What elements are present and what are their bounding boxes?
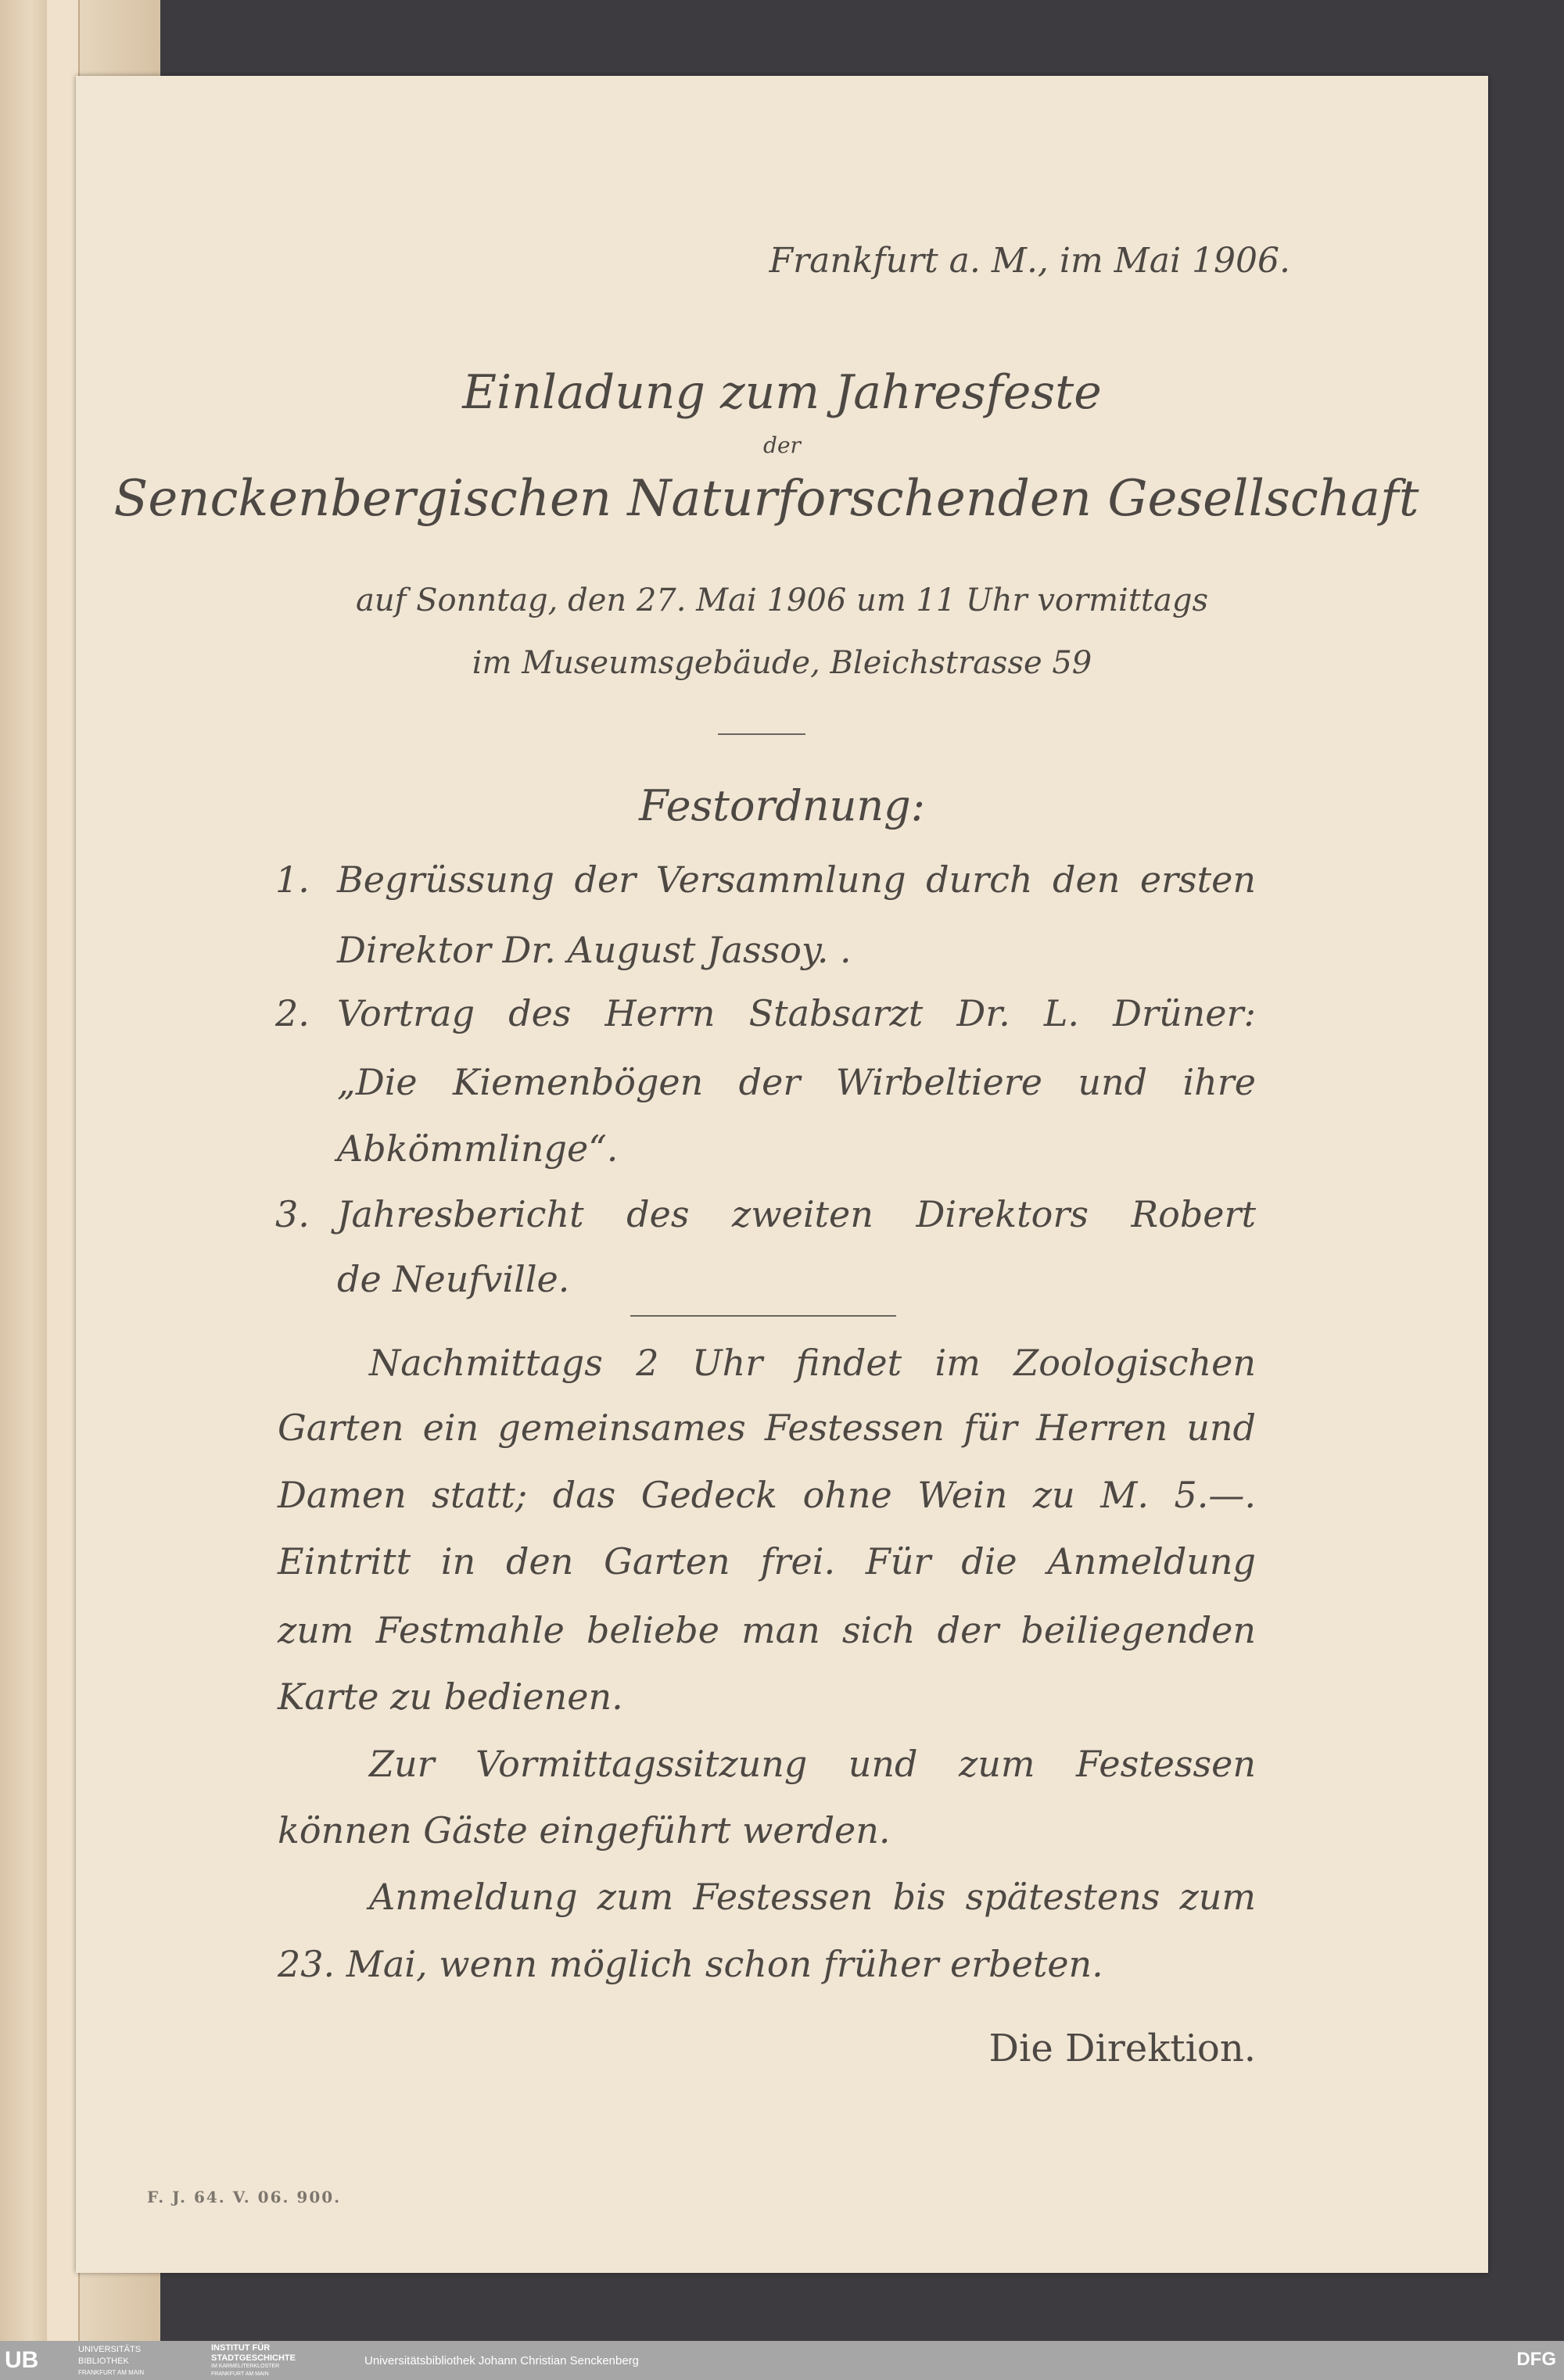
dfg-logo[interactable]: DFG bbox=[1516, 2349, 1556, 2370]
item-line: de Neufville. bbox=[337, 1258, 570, 1300]
ub-text-1: UNIVERSITÄTS bbox=[78, 2345, 142, 2354]
item-line: „Die Kiemenbögen der Wirbeltiere und ihre bbox=[337, 1061, 1256, 1103]
program-heading: Festordnung: bbox=[639, 781, 925, 830]
item-number: 2. bbox=[275, 992, 310, 1034]
paragraph-line: Karte zu bedienen. bbox=[278, 1676, 623, 1718]
society-name: Senckenbergischen Naturforschenden Gesellschaft bbox=[113, 470, 1419, 528]
paragraph-line: zum Festmahle beliebe man sich der beiliegenden bbox=[278, 1609, 1256, 1651]
institut-text-4: FRANKFURT AM MAIN bbox=[211, 2371, 269, 2377]
paragraph-line: können Gäste eingeführt werden. bbox=[278, 1809, 891, 1851]
institut-text-3: IM KARMELITERKLOSTER bbox=[211, 2364, 280, 2369]
date-line: Frankfurt a. M., im Mai 1906. bbox=[769, 241, 1290, 281]
paragraph-line: Nachmittags 2 Uhr findet im Zoologischen bbox=[369, 1342, 1256, 1384]
item-number: 3. bbox=[275, 1193, 310, 1235]
event-location: im Museumsgebäude, Bleichstrasse 59 bbox=[472, 645, 1092, 681]
book-page-edge bbox=[47, 0, 80, 2341]
library-name[interactable]: Universitätsbibliothek Johann Christian Senckenberg bbox=[364, 2354, 640, 2367]
item-line: Jahresbericht des zweiten Direktors Robert bbox=[337, 1193, 1256, 1235]
paragraph-line: Zur Vormittagssitzung und zum Festessen bbox=[369, 1743, 1256, 1785]
item-number: 1. bbox=[275, 858, 310, 901]
event-date: auf Sonntag, den 27. Mai 1906 um 11 Uhr vormittags bbox=[356, 582, 1208, 618]
item-line: Abkömmlinge“. bbox=[337, 1127, 619, 1170]
paragraph-line: Damen statt; das Gedeck ohne Wein zu M. 5.—. bbox=[278, 1474, 1256, 1516]
paragraph-line: 23. Mai, wenn möglich schon früher erbeten. bbox=[278, 1943, 1103, 1985]
footer-bar bbox=[0, 2341, 1564, 2380]
item-line: Direktor Dr. August Jassoy. . bbox=[337, 929, 852, 971]
ub-text-2: BIBLIOTHEK bbox=[78, 2357, 129, 2366]
ub-text-3: FRANKFURT AM MAIN bbox=[78, 2369, 145, 2376]
ub-logo[interactable]: UB bbox=[5, 2347, 39, 2373]
print-code: F. J. 64. V. 06. 900. bbox=[147, 2188, 342, 2206]
divider bbox=[630, 1315, 896, 1317]
item-line: Begrüssung der Versammlung durch den ersten bbox=[337, 858, 1256, 901]
paragraph-line: Eintritt in den Garten frei. Für die Anmeldung bbox=[278, 1540, 1256, 1582]
institut-text-1: INSTITUT FÜR bbox=[211, 2343, 271, 2353]
paragraph-line: Garten ein gemeinsames Festessen für Herren und bbox=[278, 1407, 1256, 1449]
signature: Die Direktion. bbox=[988, 2027, 1256, 2070]
title-der: der bbox=[763, 432, 801, 458]
divider bbox=[718, 733, 805, 735]
paragraph-line: Anmeldung zum Festessen bis spätestens zum bbox=[369, 1876, 1256, 1918]
institut-text-2: STADTGESCHICHTE bbox=[211, 2353, 296, 2363]
invitation-title: Einladung zum Jahresfeste bbox=[462, 365, 1102, 420]
item-line: Vortrag des Herrn Stabsarzt Dr. L. Drüner: bbox=[337, 992, 1256, 1034]
